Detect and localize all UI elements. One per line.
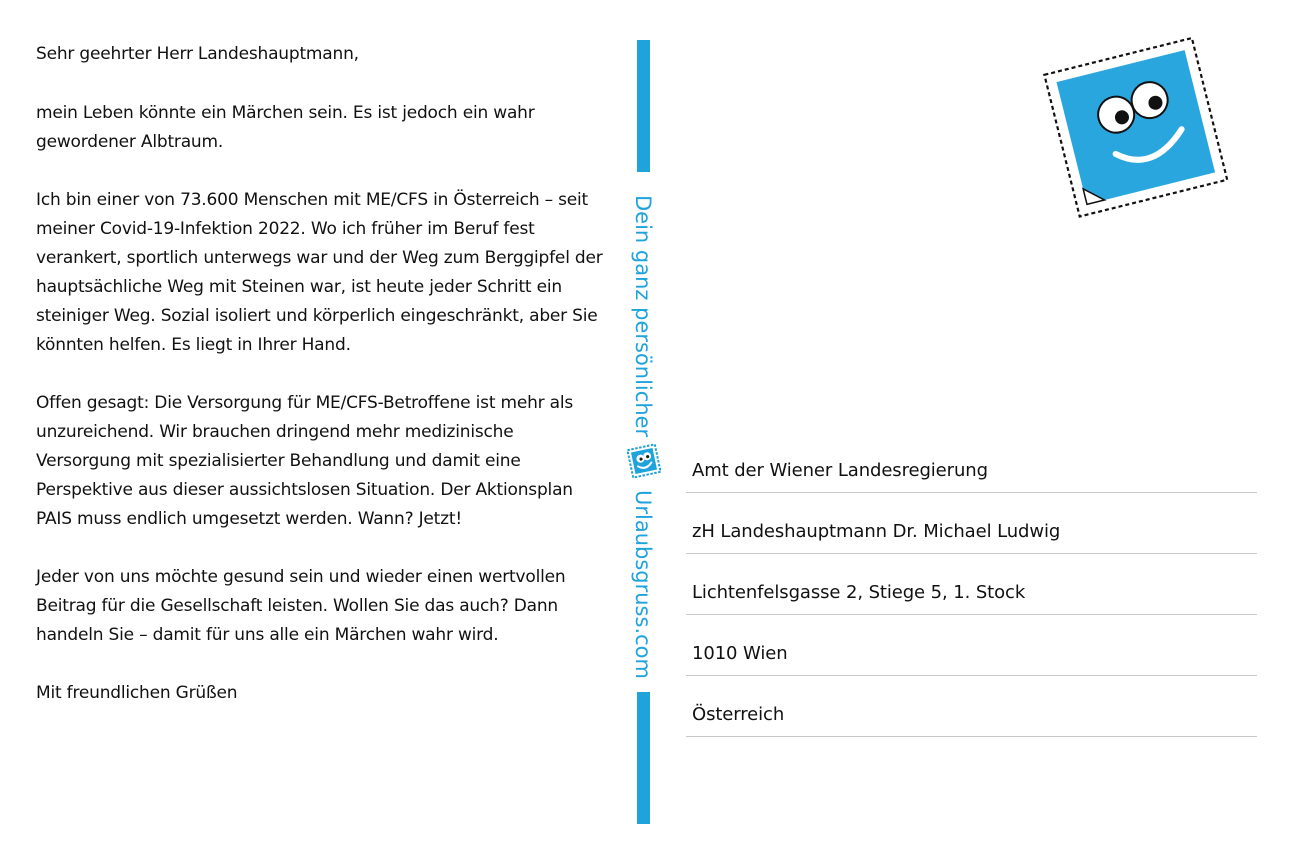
letter-salutation: Sehr geehrter Herr Landeshauptmann, (36, 44, 359, 64)
brand-domain: Urlaubsgruss.com (631, 490, 655, 679)
address-line (686, 432, 1257, 493)
smiley-face-stamp-icon (1030, 36, 1244, 220)
letter-closing: Mit freundlichen Grüßen (36, 683, 238, 703)
letter-paragraph: Ich bin einer von 73.600 Menschen mit ME/CFS in Österreich – seit meiner Covid-19-Infektion 2022. Wo ich früher im Beruf fest verankert, sportlich unterwegs war und der Weg zum Berggipfel der hauptsächliche Weg mit Steinen war, ist heute jeder Schritt ein steiniger Weg. Sozial isoliert und körperlich eingeschränkt, aber Sie könnten helfen. Es liegt in Ihrer Hand. (36, 190, 603, 355)
address-line (686, 554, 1257, 615)
address-line-text: Österreich (692, 704, 785, 725)
address-line (686, 676, 1257, 737)
letter-paragraph: Jeder von uns möchte gesund sein und wieder einen wertvollen Beitrag für die Gesellschaft leisten. Wollen Sie das auch? Dann handeln Sie – damit für uns alle ein Märchen wahr wird. (36, 567, 566, 645)
address-line-text: Amt der Wiener Landesregierung (692, 460, 988, 481)
address-line-text: Lichtenfelsgasse 2, Stiege 5, 1. Stock (692, 582, 1026, 603)
address-line-text: 1010 Wien (692, 643, 788, 664)
address-block (686, 432, 1257, 737)
letter-paragraph: mein Leben könnte ein Märchen sein. Es ist jedoch ein wahr gewordener Albtraum. (36, 103, 535, 152)
stamp (1030, 36, 1244, 220)
address-line (686, 493, 1257, 554)
address-line (686, 615, 1257, 676)
divider-bar-bottom (637, 692, 650, 824)
address-line-text: zH Landeshauptmann Dr. Michael Ludwig (692, 521, 1061, 542)
brand-tagline: Dein ganz persönlicher (631, 195, 655, 438)
letter-body (36, 40, 608, 708)
letter-paragraph: Offen gesagt: Die Versorgung für ME/CFS-Betroffene ist mehr als unzureichend. Wir brauchen dringend mehr medizinische Versorgung mit spezialisierter Behandlung und damit eine Perspektive aus dieser aussichtslosen Situation. Der Aktionsplan PAIS muss endlich umgesetzt werden. Wann? Jetzt! (36, 393, 574, 529)
divider-bar-top (637, 40, 650, 172)
smiley-logo-icon (624, 441, 664, 481)
